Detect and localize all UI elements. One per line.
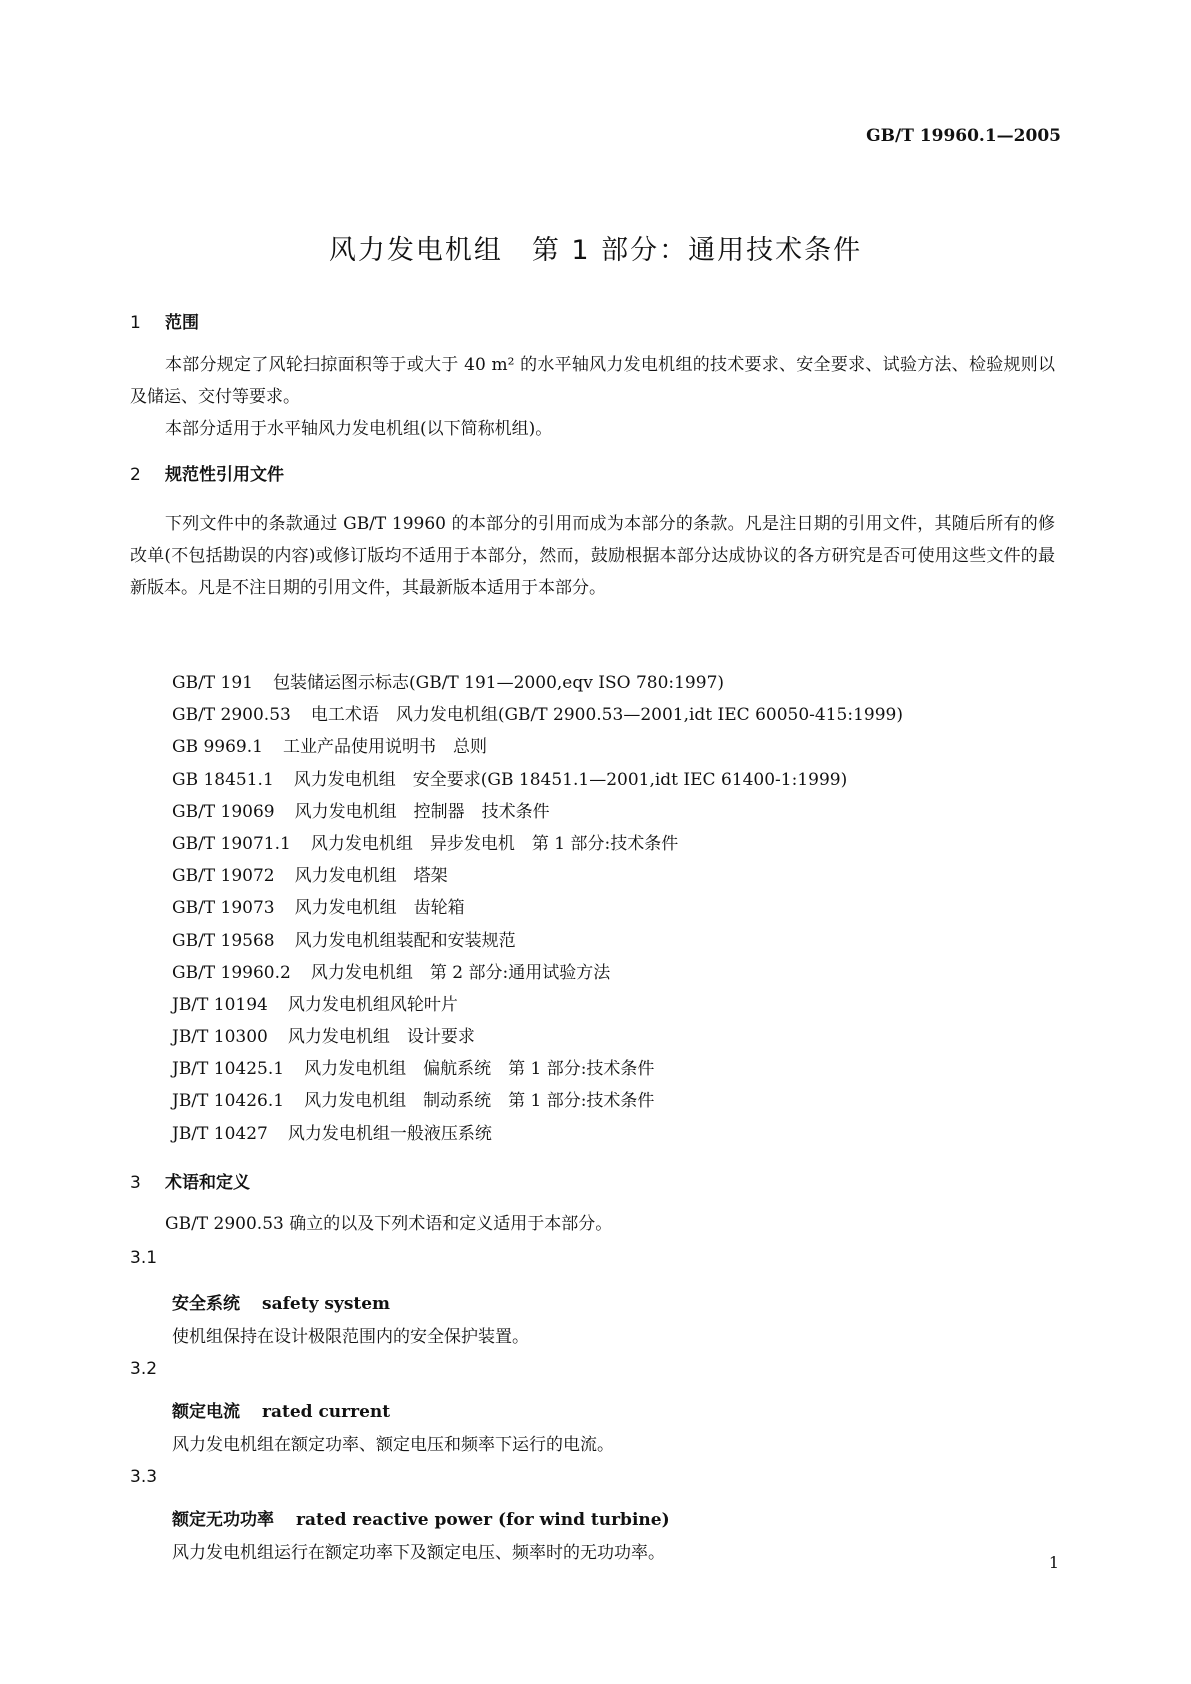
section-2-heading bbox=[130, 460, 284, 485]
reference-code: JB/T 10426.1 bbox=[172, 1091, 285, 1112]
reference-code: GB/T 19069 bbox=[172, 801, 275, 822]
reference-item bbox=[172, 957, 903, 989]
term-definition: 使机组保持在设计极限范围内的安全保护装置。 bbox=[172, 1327, 529, 1347]
reference-title: 风力发电机组 异步发电机 第 1 部分:技术条件 bbox=[310, 833, 679, 854]
reference-title: 包装储运图示标志(GB/T 191—2000,eqv ISO 780:1997) bbox=[273, 673, 725, 693]
term-name-zh: 额定电流 bbox=[172, 1402, 240, 1422]
reference-title: 风力发电机组 设计要求 bbox=[287, 1027, 475, 1048]
reference-item bbox=[172, 1085, 903, 1117]
section-3-number: 3 bbox=[130, 1173, 141, 1193]
reference-code: GB/T 19568 bbox=[172, 930, 275, 951]
reference-item bbox=[172, 860, 903, 892]
section-2-intro: 下列文件中的条款通过 GB/T 19960 的本部分的引用而成为本部分的条款。凡是注日期的引用文件，其随后所有的修改单(不包括勘误的内容)或修订版均不适用于本部分，然而，鼓励根据本部分达成协议的各方研究是否可使用这些文件的最新版本。凡是不注日期的引用文件，其最新版本适用于本部分。 bbox=[130, 514, 1055, 598]
reference-list bbox=[172, 667, 903, 1150]
reference-item bbox=[172, 989, 903, 1021]
reference-code: GB/T 19073 bbox=[172, 898, 275, 919]
section-3-intro: GB/T 2900.53 确立的以及下列术语和定义适用于本部分。 bbox=[165, 1214, 613, 1234]
term-name-en: rated reactive power (for wind turbine) bbox=[296, 1510, 670, 1530]
reference-code: GB/T 19960.2 bbox=[172, 962, 291, 983]
reference-title: 风力发电机组 塔架 bbox=[294, 866, 448, 887]
section-3-heading bbox=[130, 1168, 250, 1193]
reference-title: 风力发电机组装配和安装规范 bbox=[294, 930, 516, 951]
reference-title: 风力发电机组 制动系统 第 1 部分:技术条件 bbox=[304, 1091, 655, 1112]
section-3-title: 术语和定义 bbox=[165, 1173, 250, 1193]
term-definition: 风力发电机组运行在额定功率下及额定电压、频率时的无功功率。 bbox=[172, 1543, 665, 1563]
reference-code: JB/T 10425.1 bbox=[172, 1059, 285, 1080]
term-name-zh: 安全系统 bbox=[172, 1294, 240, 1314]
term-name bbox=[172, 1289, 390, 1314]
reference-title: 风力发电机组 偏航系统 第 1 部分:技术条件 bbox=[304, 1059, 655, 1080]
reference-code: GB/T 191 bbox=[172, 673, 253, 693]
term-name bbox=[172, 1397, 390, 1422]
reference-item bbox=[172, 667, 903, 699]
section-1-heading bbox=[130, 308, 199, 333]
reference-item bbox=[172, 699, 903, 731]
reference-title: 风力发电机组 控制器 技术条件 bbox=[294, 801, 550, 822]
reference-title: 工业产品使用说明书 总则 bbox=[282, 737, 487, 758]
reference-code: GB/T 19071.1 bbox=[172, 833, 291, 854]
reference-title: 风力发电机组风轮叶片 bbox=[287, 994, 458, 1015]
reference-code: GB 18451.1 bbox=[172, 769, 274, 790]
reference-code: JB/T 10427 bbox=[172, 1123, 268, 1144]
section-1-paragraph-1: 本部分规定了风轮扫掠面积等于或大于 40 m² 的水平轴风力发电机组的技术要求、安全要求、试验方法、检验规则以及储运、交付等要求。 bbox=[130, 355, 1055, 407]
reference-title: 风力发电机组一般液压系统 bbox=[287, 1123, 492, 1144]
reference-item bbox=[172, 925, 903, 957]
reference-item bbox=[172, 1053, 903, 1085]
section-2-title: 规范性引用文件 bbox=[165, 465, 284, 485]
reference-title: 风力发电机组 安全要求(GB 18451.1—2001,idt IEC 61400-1:1999) bbox=[293, 769, 848, 790]
section-1-number: 1 bbox=[130, 313, 141, 333]
reference-item bbox=[172, 764, 903, 796]
reference-title: 电工术语 风力发电机组(GB/T 2900.53—2001,idt IEC 60050-415:1999) bbox=[310, 705, 903, 726]
section-2-number: 2 bbox=[130, 465, 141, 485]
reference-item bbox=[172, 796, 903, 828]
term-number: 3.3 bbox=[130, 1467, 158, 1487]
term-number: 3.2 bbox=[130, 1359, 158, 1379]
term-name-en: safety system bbox=[262, 1294, 391, 1314]
reference-item bbox=[172, 1021, 903, 1053]
term-name-zh: 额定无功功率 bbox=[172, 1510, 274, 1530]
term-name-en: rated current bbox=[262, 1402, 391, 1422]
reference-code: JB/T 10194 bbox=[172, 994, 268, 1015]
section-1-paragraph-2: 本部分适用于水平轴风力发电机组(以下简称机组)。 bbox=[165, 419, 553, 439]
standard-code: GB/T 19960.1—2005 bbox=[866, 126, 1061, 146]
term-definition: 风力发电机组在额定功率、额定电压和频率下运行的电流。 bbox=[172, 1435, 614, 1455]
term-number: 3.1 bbox=[130, 1248, 158, 1268]
reference-code: GB/T 19072 bbox=[172, 866, 275, 887]
term-name bbox=[172, 1505, 670, 1530]
reference-item bbox=[172, 1118, 903, 1150]
reference-title: 风力发电机组 齿轮箱 bbox=[294, 898, 465, 919]
reference-item bbox=[172, 828, 903, 860]
document-title: 风力发电机组 第 1 部分：通用技术条件 bbox=[328, 235, 863, 266]
reference-item bbox=[172, 731, 903, 763]
reference-code: GB/T 2900.53 bbox=[172, 705, 291, 726]
reference-code: JB/T 10300 bbox=[172, 1027, 268, 1048]
reference-code: GB 9969.1 bbox=[172, 737, 263, 758]
section-1-title: 范围 bbox=[165, 313, 199, 333]
reference-item bbox=[172, 892, 903, 924]
reference-title: 风力发电机组 第 2 部分:通用试验方法 bbox=[310, 962, 611, 983]
page-number: 1 bbox=[1048, 1553, 1059, 1572]
